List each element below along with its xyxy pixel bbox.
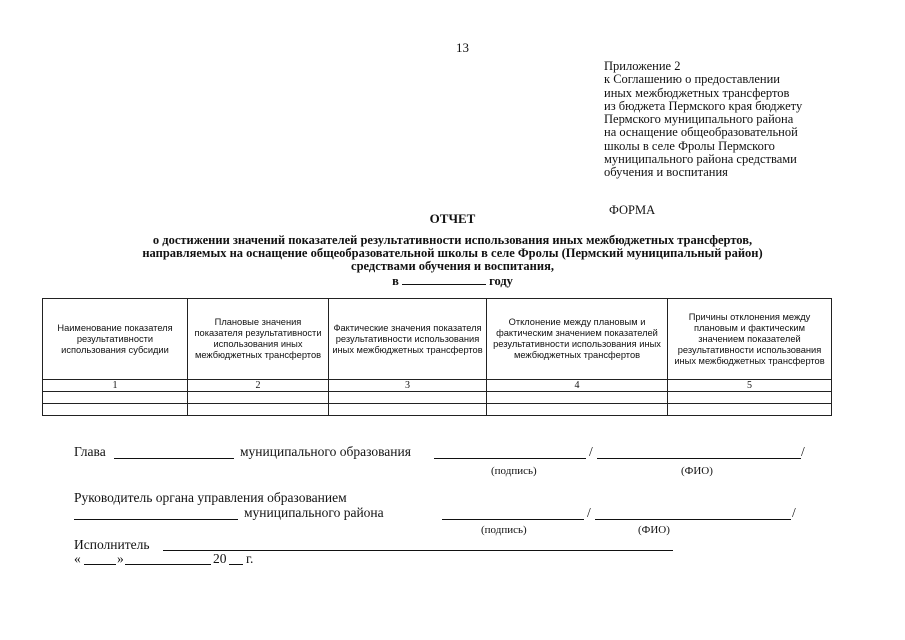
manager-fio-line[interactable]: [595, 519, 791, 520]
fio-caption: (ФИО): [638, 524, 670, 536]
head-label: Глава: [74, 444, 106, 459]
head-fio-line[interactable]: [597, 458, 801, 459]
appendix-line: из бюджета Пермского края бюджету: [604, 98, 803, 113]
manager-blank[interactable]: [74, 519, 238, 520]
report-title: ОТЧЕТ: [429, 211, 476, 226]
podpis-caption: (подпись): [481, 524, 527, 536]
date-year: 20: [213, 551, 227, 566]
date-month-blank[interactable]: [125, 564, 211, 565]
table-row: [43, 404, 832, 416]
form-label: ФОРМА: [609, 203, 656, 217]
year-prefix: в: [392, 274, 399, 288]
report-subtitle: [0, 234, 905, 288]
header-cell: Наименование показателя результативности использования субсидии: [43, 299, 188, 380]
manager-line-1: Руководитель органа управления образованием: [74, 490, 347, 505]
date-close-quote: »: [117, 551, 124, 566]
table-row: [43, 392, 832, 404]
slash: /: [801, 444, 805, 459]
slash: /: [587, 505, 591, 520]
executor-label: Исполнитель: [74, 537, 150, 552]
year-suffix: году: [489, 274, 513, 288]
appendix-line: Приложение 2: [604, 59, 681, 73]
appendix-block: [604, 60, 894, 180]
table-header-row: [43, 299, 832, 380]
podpis-caption: (подпись): [491, 465, 537, 477]
appendix-line: муниципального района средствами: [604, 152, 797, 167]
table-cell[interactable]: [188, 392, 329, 404]
manager-line-2: муниципального района: [244, 505, 384, 520]
date-year-blank[interactable]: [229, 564, 243, 565]
column-number: 1: [43, 380, 188, 392]
subtitle-line-3: средствами обучения и воспитания,: [351, 259, 554, 273]
executor-line[interactable]: [163, 550, 673, 551]
subtitle-line-1: о достижении значений показателей результативности использования иных межбюджетных трансфертов,: [152, 233, 753, 247]
slash: /: [792, 505, 796, 520]
table-cell[interactable]: [43, 392, 188, 404]
header-cell: Плановые значения показателя результативности использования иных межбюджетных трансфертов: [188, 299, 329, 380]
appendix-line: на оснащение общеобразовательной: [604, 125, 798, 140]
table-cell[interactable]: [668, 392, 832, 404]
page-number: 13: [456, 40, 469, 55]
column-number: 2: [188, 380, 329, 392]
header-cell: Отклонение между плановым и фактическим значением показателей результативности использования иных межбюджетных трансфертов: [487, 299, 668, 380]
report-table: [42, 298, 832, 416]
table-cell[interactable]: [43, 404, 188, 416]
appendix-line: школы в селе Фролы Пермского: [604, 138, 775, 153]
slash: /: [589, 444, 593, 459]
header-cell: Причины отклонения между плановым и фактическим значением показателей результативности использования иных межбюджетных трансфертов: [668, 299, 832, 380]
column-number: 5: [668, 380, 832, 392]
table-row: [43, 380, 832, 392]
fio-caption: (ФИО): [681, 465, 713, 477]
table-cell[interactable]: [329, 392, 487, 404]
appendix-line: обучения и воспитания: [604, 165, 728, 180]
date-suffix: г.: [246, 551, 254, 566]
appendix-line: иных межбюджетных трансфертов: [604, 85, 790, 100]
head-suffix: муниципального образования: [240, 444, 411, 459]
table-cell[interactable]: [487, 404, 668, 416]
date-day-blank[interactable]: [84, 564, 116, 565]
appendix-line: Пермского муниципального района: [604, 112, 794, 127]
table-cell[interactable]: [329, 404, 487, 416]
column-number: 3: [329, 380, 487, 392]
head-blank[interactable]: [114, 458, 234, 459]
table-cell[interactable]: [668, 404, 832, 416]
year-blank[interactable]: [402, 273, 486, 285]
header-cell: Фактические значения показателя результативности использования иных межбюджетных трансфертов: [329, 299, 487, 380]
date-open-quote: «: [74, 551, 81, 566]
column-number: 4: [487, 380, 668, 392]
head-signature-line[interactable]: [434, 458, 586, 459]
table-cell[interactable]: [487, 392, 668, 404]
subtitle-line-2: направляемых на оснащение общеобразовательной школы в селе Фролы (Пермский муниципальный район): [142, 246, 763, 260]
appendix-line: к Соглашению о предоставлении: [604, 72, 781, 87]
table-cell[interactable]: [188, 404, 329, 416]
manager-signature-line[interactable]: [442, 519, 584, 520]
subtitle-year-line: [0, 273, 905, 288]
